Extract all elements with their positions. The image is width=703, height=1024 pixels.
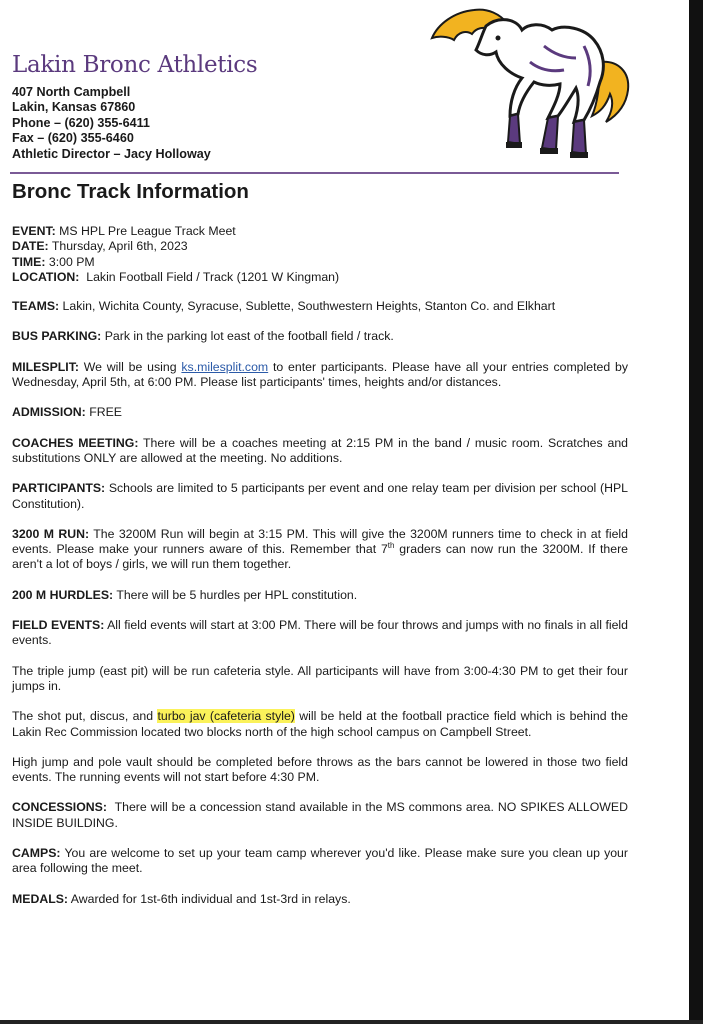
teams-paragraph: [12, 299, 628, 314]
athletic-director: Athletic Director – Jacy Holloway: [12, 146, 211, 161]
concessions-label: CONCESSIONS:: [12, 800, 107, 815]
hurdles-label: 200 M HURDLES:: [12, 587, 114, 602]
throws-text-after: will be held at the football practice field which is behind the Lakin Rec Commission located two blocks north of the high school campus on Campbell Street.: [12, 709, 628, 739]
run-3200-sup: th: [387, 541, 395, 551]
camps-paragraph: [12, 846, 628, 877]
document-body: [12, 224, 632, 922]
date-line: [12, 239, 628, 254]
camps-text: You are welcome to set up your team camp wherever you'd like. Please make sure you clean up your area following the meet.: [12, 846, 628, 876]
hurdles-text: There will be 5 hurdles per HPL constitution.: [113, 587, 358, 602]
page-bottom-edge: [0, 1020, 703, 1024]
bus-parking-text: Park in the parking lot east of the football field / track.: [101, 329, 394, 344]
milesplit-text-before: We will be using: [78, 359, 182, 374]
milesplit-label: MILESPLIT:: [12, 359, 79, 374]
concessions-paragraph: [12, 800, 632, 831]
event-label: EVENT:: [12, 224, 56, 238]
high-jump-paragraph: High jump and pole vault should be completed before throws as the bars cannot be lowered in those two field events. The running events will not start before 4:30 PM.: [12, 754, 628, 785]
concessions-text: There will be a concession stand available in the MS commons area. NO SPIKES ALLOWED INSIDE BUILDING.: [12, 800, 632, 830]
time-value: 3:00 PM: [45, 254, 95, 269]
hoof-2: [540, 148, 558, 154]
teams-label: TEAMS:: [12, 299, 60, 314]
medals-paragraph: [12, 892, 628, 907]
header-divider: [10, 172, 619, 174]
page-edge-shadow: [689, 0, 703, 1024]
coaches-meeting-label: COACHES MEETING:: [12, 435, 139, 450]
location-line: [12, 270, 628, 285]
medals-text: Awarded for 1st-6th individual and 1st-3rd in relays.: [68, 891, 351, 906]
hoof-3: [570, 152, 588, 158]
org-name: Lakin Bronc Athletics: [12, 52, 258, 78]
medals-label: MEDALS:: [12, 891, 69, 906]
throws-paragraph: [12, 709, 628, 740]
triple-jump-paragraph: The triple jump (east pit) will be run cafeteria style. All participants will have from 3:00-4:30 PM to get their four jumps in.: [12, 663, 628, 693]
run-3200-label: 3200 M RUN:: [12, 526, 90, 541]
letterhead: [12, 52, 432, 162]
run-3200-text-before: The 3200M Run will begin at 3:15 PM. This will give the 3200M runners time to check in at field events. Please make your runners aware of this. Remember that 7: [12, 526, 628, 557]
field-events-text: All field events will start at 3:00 PM. There will be four throws and jumps with no finals in all field events.: [12, 618, 629, 648]
bronco-horse-logo-icon: [424, 2, 642, 164]
camps-label: CAMPS:: [12, 846, 61, 861]
address-line-1: 407 North Campbell: [12, 85, 131, 99]
coaches-meeting-text: There will be a coaches meeting at 2:15 PM in the band / music room. Scratches and substitutions ONLY are allowed at the meeting. No additions.: [12, 435, 628, 465]
hurdles-paragraph: [12, 588, 628, 603]
phone-number: Phone – (620) 355-6411: [12, 115, 150, 130]
admission-label: ADMISSION:: [12, 405, 86, 420]
horse-eye: [496, 36, 501, 41]
page-title: Bronc Track Information: [12, 180, 249, 203]
bus-parking-paragraph: [12, 329, 628, 344]
milesplit-link[interactable]: ks.milesplit.com: [181, 359, 269, 374]
event-value: MS HPL Pre League Track Meet: [55, 224, 236, 238]
time-line: [12, 255, 628, 270]
milesplit-text-after: to enter participants. Please have all your entries completed by Wednesday, April 5th, at 6:00 PM. Please list participants' times, heights and/or distances.: [12, 359, 628, 390]
admission-text: FREE: [85, 405, 123, 420]
back-leg: [572, 120, 586, 154]
admission-paragraph: [12, 405, 628, 420]
date-label: DATE:: [12, 239, 49, 254]
location-label: LOCATION:: [12, 269, 80, 284]
bus-parking-label: BUS PARKING:: [12, 329, 102, 344]
milesplit-paragraph: [12, 360, 628, 391]
date-value: Thursday, April 6th, 2023: [48, 239, 188, 254]
front-leg: [508, 114, 520, 144]
event-details: [12, 224, 628, 285]
address-line-2: Lakin, Kansas 67860: [12, 100, 136, 115]
field-events-label: FIELD EVENTS:: [12, 618, 105, 633]
participants-paragraph: [12, 481, 628, 512]
teams-text: Lakin, Wichita County, Syracuse, Sublette, Southwestern Heights, Stanton Co. and Elkhart: [59, 299, 556, 314]
run-3200-paragraph: [12, 527, 628, 573]
field-events-paragraph: [12, 618, 628, 649]
run-3200-text-after: graders can now run the 3200M. If there aren't a lot of boys / girls, we will run them together.: [12, 542, 628, 572]
participants-label: PARTICIPANTS:: [12, 481, 106, 496]
coaches-meeting-paragraph: [12, 436, 628, 467]
mid-leg: [542, 116, 558, 150]
throws-text-before: The shot put, discus, and: [12, 709, 158, 724]
event-line: [12, 224, 628, 239]
hoof-1: [506, 142, 522, 148]
horse-body: [476, 20, 603, 122]
throws-highlight: turbo jav (cafeteria style): [157, 709, 295, 724]
participants-text: Schools are limited to 5 participants per event and one relay team per division per school (HPL Constitution).: [12, 481, 628, 511]
location-value: Lakin Football Field / Track (1201 W Kingman): [79, 269, 340, 284]
fax-number: Fax – (620) 355-6460: [12, 131, 134, 146]
time-label: TIME:: [12, 254, 46, 269]
